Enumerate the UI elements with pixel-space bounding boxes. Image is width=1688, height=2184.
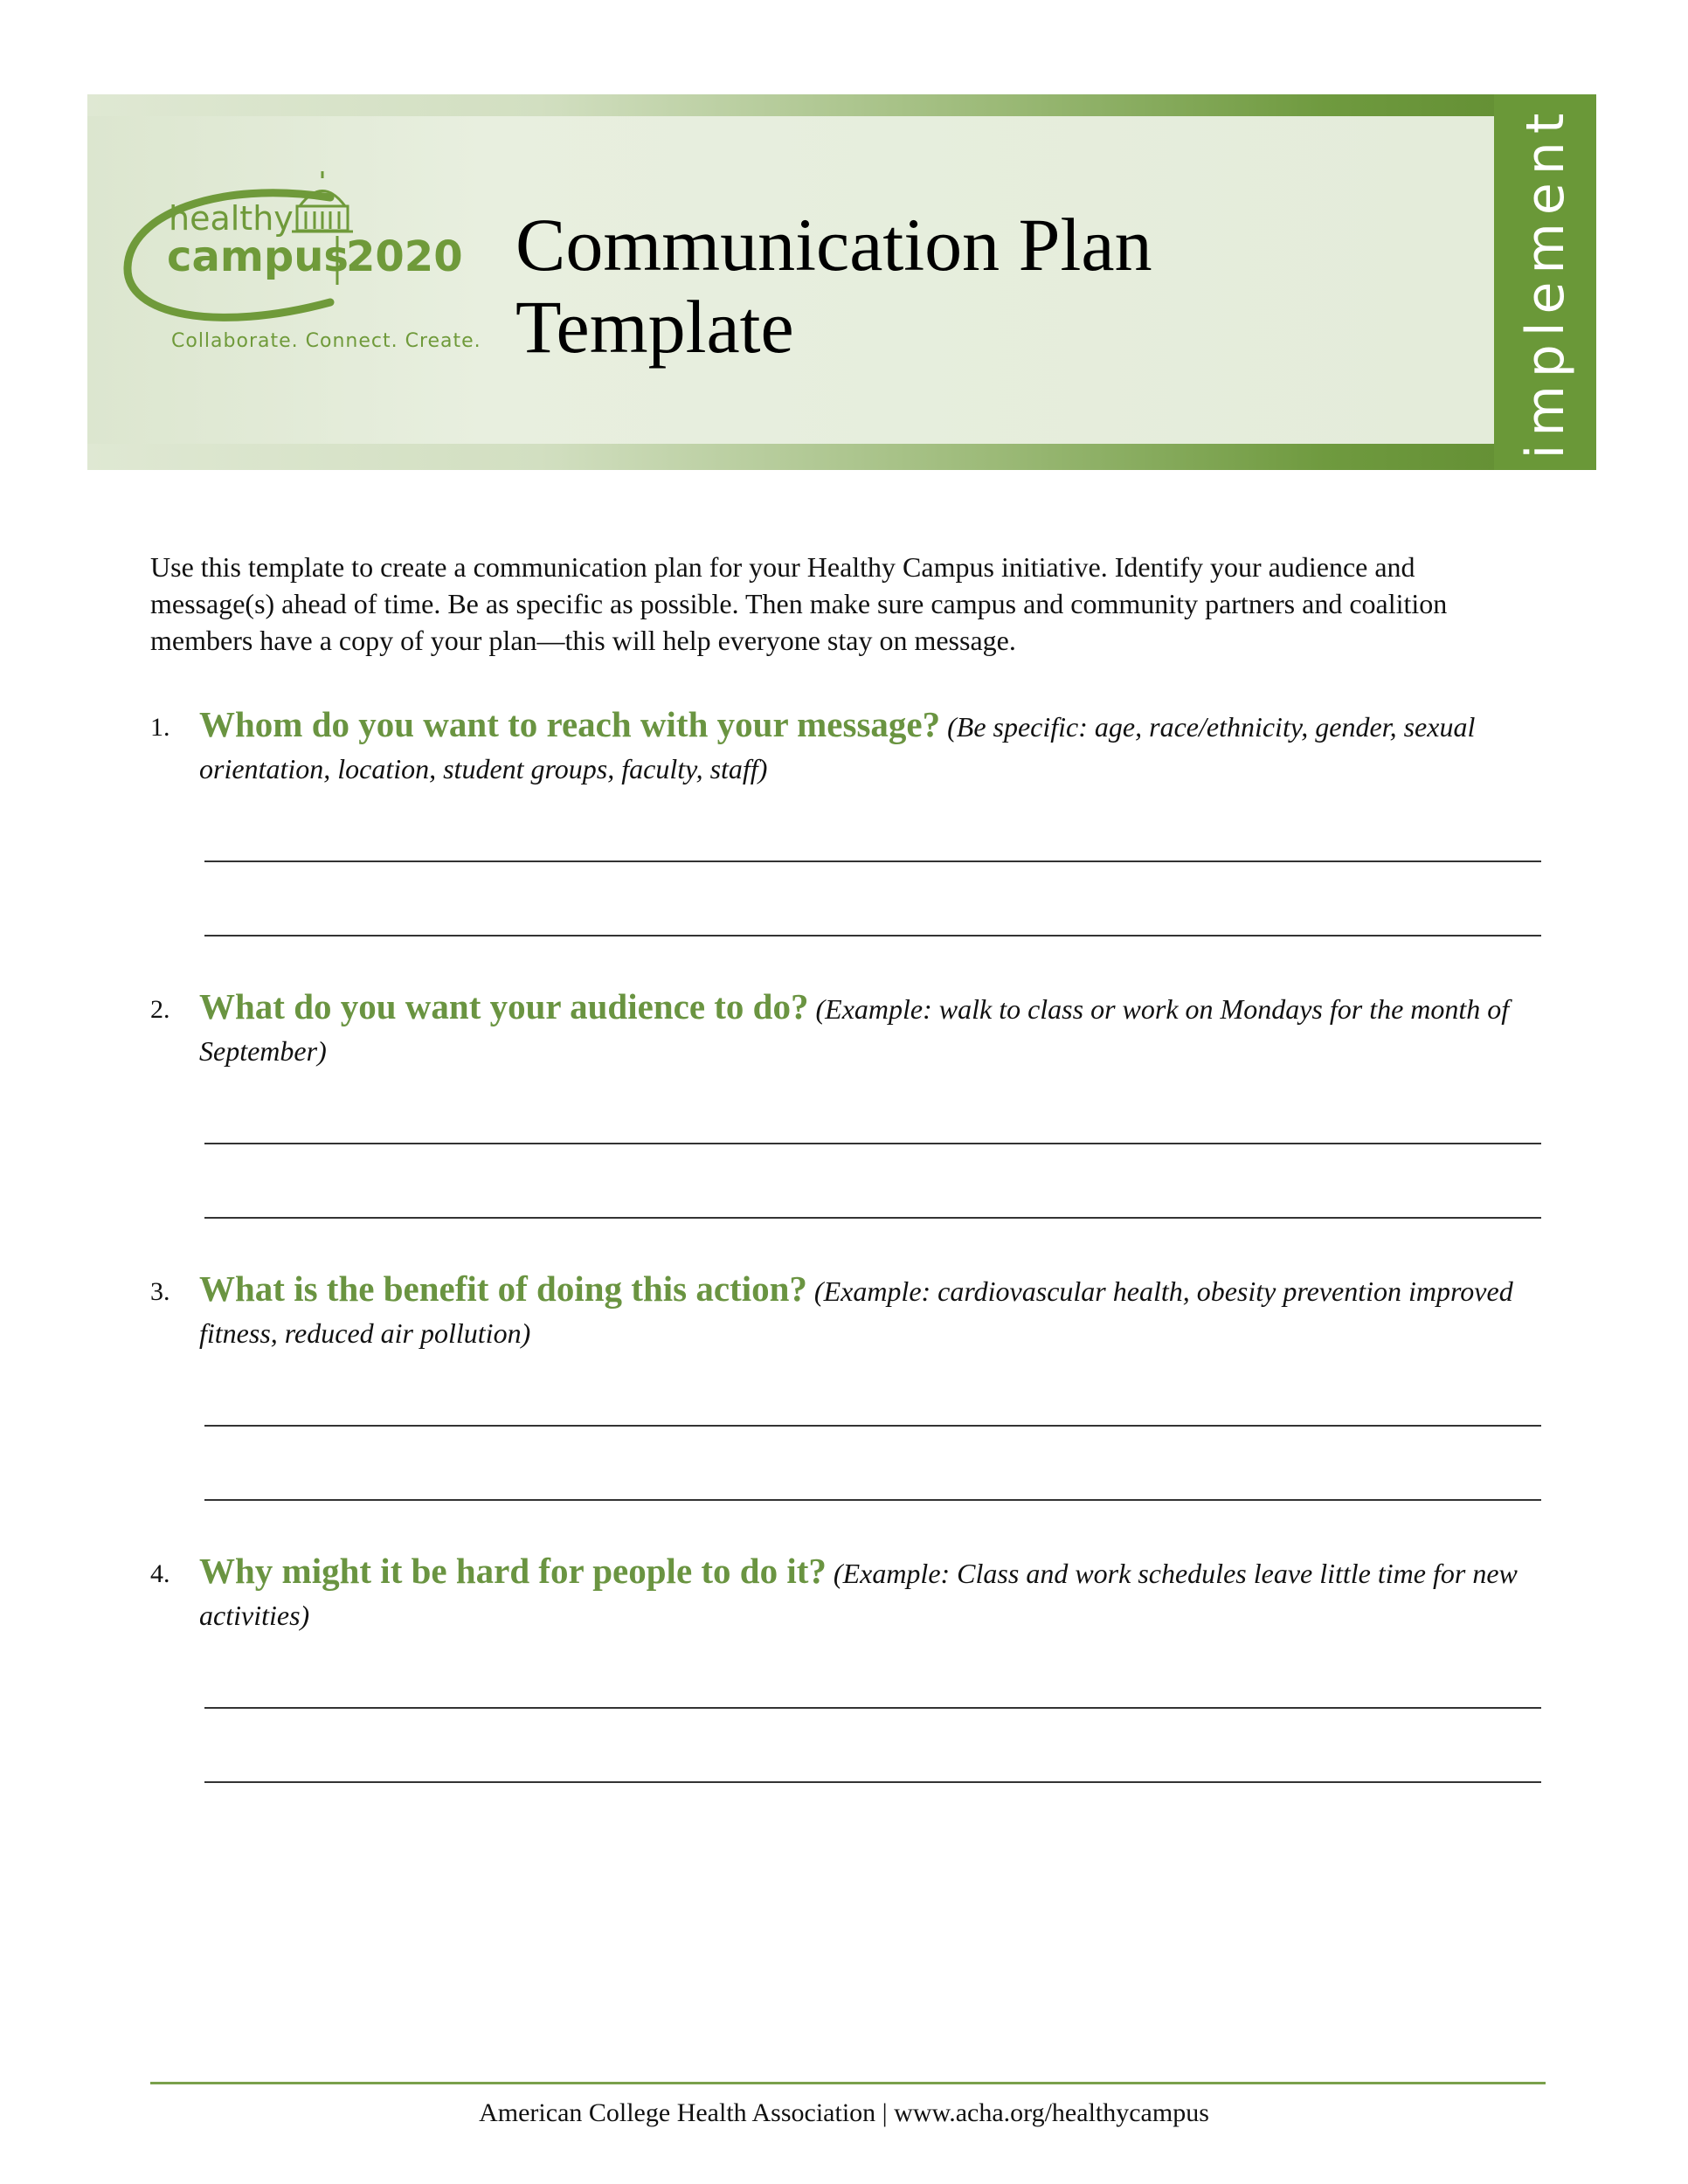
question-4 (150, 1550, 1548, 1636)
banner-side-tab (1494, 94, 1596, 470)
question-3 (150, 1268, 1548, 1354)
question-heading: Whom do you want to reach with your message? (199, 704, 941, 744)
answer-line-1b[interactable] (204, 935, 1541, 936)
logo-tagline: Collaborate. Connect. Create. (171, 330, 481, 352)
answer-line-2b[interactable] (204, 1217, 1541, 1219)
question-heading: What do you want your audience to do? (199, 986, 809, 1026)
logo-word-healthy: healthy (169, 199, 294, 238)
question-heading: What is the benefit of doing this action? (199, 1268, 807, 1309)
header-banner (87, 94, 1596, 470)
title-line-1: Communication Plan (515, 203, 1152, 287)
question-text (150, 985, 1548, 1072)
answer-line-2a[interactable] (204, 1143, 1541, 1144)
question-text (150, 1550, 1548, 1636)
answer-line-3b[interactable] (204, 1499, 1541, 1501)
question-hint: (Example: walk to class or work on Mondays for the month of September) (199, 993, 1510, 1067)
question-number: 3. (150, 1277, 170, 1306)
logo-year: 2020 (346, 232, 463, 281)
question-number: 4. (150, 1559, 170, 1588)
answer-line-4b[interactable] (204, 1781, 1541, 1783)
healthy-campus-logo (112, 171, 531, 398)
intro-paragraph: Use this template to create a communication plan for your Healthy Campus initiative. Identify your audience and message(s) ahead of time. Be as specific as possible. Then make sure campus and community partners and coalition members have a copy of your plan—this will help everyone stay on message. (150, 551, 1448, 656)
question-number: 2. (150, 995, 170, 1024)
question-number: 1. (150, 713, 170, 742)
question-hint: (Example: Class and work schedules leave little time for new activities) (199, 1558, 1518, 1631)
title-line-2: Template (515, 285, 794, 369)
page-title (515, 204, 1152, 368)
question-hint: (Example: cardiovascular health, obesity prevention improved fitness, reduced air pollution) (199, 1275, 1513, 1349)
question-1 (150, 703, 1548, 790)
question-text (150, 1268, 1548, 1354)
question-heading: Why might it be hard for people to do it? (199, 1551, 827, 1591)
footer-divider (150, 2082, 1546, 2084)
answer-line-3a[interactable] (204, 1425, 1541, 1427)
question-2 (150, 985, 1548, 1072)
question-hint: (Be specific: age, race/ethnicity, gender, sexual orientation, location, student groups, faculty, staff) (199, 711, 1476, 784)
answer-line-4a[interactable] (204, 1707, 1541, 1709)
answer-line-1a[interactable] (204, 860, 1541, 862)
logo-word-campus: campus (167, 232, 349, 281)
footer-text: American College Health Association | www.acha.org/healthycampus (479, 2098, 1209, 2127)
side-label: implement (1514, 105, 1576, 460)
question-text (150, 703, 1548, 790)
